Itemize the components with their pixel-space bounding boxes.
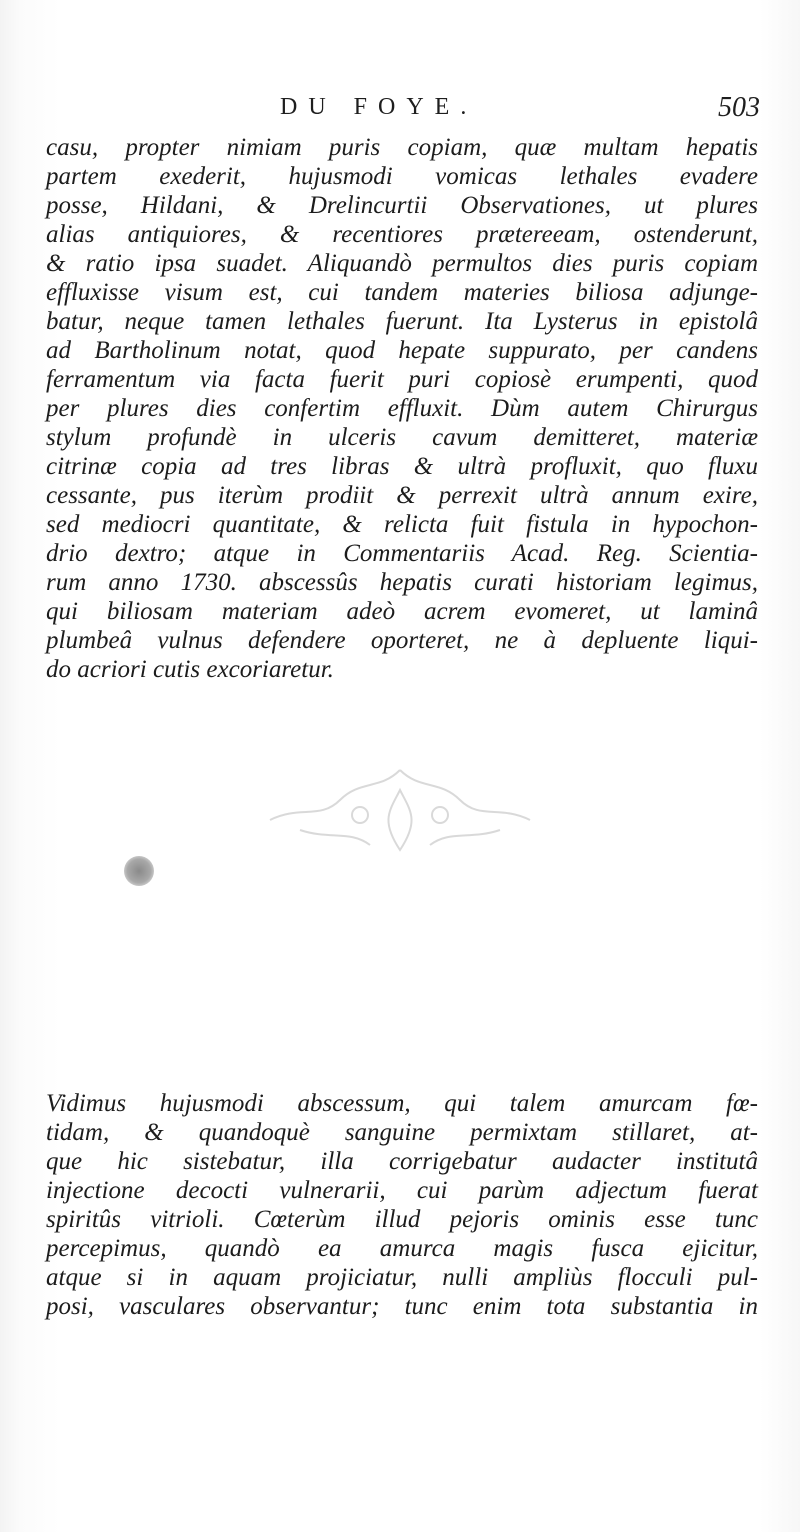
text-line: percepimus, quandò ea amurca magis fusca ejicitur, <box>46 1235 758 1262</box>
page-header <box>0 92 800 128</box>
text-line: plumbeâ vulnus defendere oporteret, ne à depluente liqui- <box>46 627 758 654</box>
text-line: effluxisse visum est, cui tandem materies biliosa adjunge- <box>46 279 758 306</box>
ornament-icon <box>240 760 560 860</box>
paragraph-one <box>46 133 758 684</box>
text-line: Vidimus hujusmodi abscessum, qui talem amurcam fœ- <box>46 1090 758 1117</box>
text-line: batur, neque tamen lethales fuerunt. Ita Lysterus in epistolâ <box>46 308 758 335</box>
running-title: DU FOYE. <box>280 94 478 120</box>
text-line: injectione decocti vulnerarii, cui parùm adjectum fuerat <box>46 1177 758 1204</box>
text-line: citrinæ copia ad tres libras & ultrà profluxit, quo fluxu <box>46 453 758 480</box>
text-line: do acriori cutis excoriaretur. <box>46 656 334 683</box>
text-line: drio dextro; atque in Commentariis Acad. Reg. Scientia- <box>46 540 758 567</box>
text-line: spiritûs vitrioli. Cœterùm illud pejoris ominis esse tunc <box>46 1206 758 1233</box>
text-line: casu, propter nimiam puris copiam, quæ multam hepatis <box>46 134 758 161</box>
text-line: cessante, pus iterùm prodiit & perrexit ultrà annum exire, <box>46 482 758 509</box>
text-line: qui biliosam materiam adeò acrem evomeret, ut laminâ <box>46 598 758 625</box>
text-line: per plures dies confertim effluxit. Dùm autem Chirurgus <box>46 395 758 422</box>
text-line: alias antiquiores, & recentiores prætereeam, ostenderunt, <box>46 221 758 248</box>
ink-spot <box>124 856 154 886</box>
text-line: ad Bartholinum notat, quod hepate suppurato, per candens <box>46 337 758 364</box>
text-line: posse, Hildani, & Drelincurtii Observationes, ut plures <box>46 192 758 219</box>
text-line: sed mediocri quantitate, & relicta fuit fistula in hypochon- <box>46 511 758 538</box>
text-line: ferramentum via facta fuerit puri copiosè erumpenti, quod <box>46 366 758 393</box>
text-line: atque si in aquam projiciatur, nulli ampliùs flocculi pul- <box>46 1264 758 1291</box>
text-line: tidam, & quandoquè sanguine permixtam stillaret, at- <box>46 1119 758 1146</box>
paragraph-two <box>46 1089 758 1321</box>
text-line: rum anno 1730. abscessûs hepatis curati historiam legimus, <box>46 569 758 596</box>
text-line: que hic sistebatur, illa corrigebatur audacter institutâ <box>46 1148 758 1175</box>
page-number: 503 <box>718 92 760 123</box>
text-line: partem exederit, hujusmodi vomicas lethales evadere <box>46 163 758 190</box>
text-line: posi, vasculares observantur; tunc enim tota substantia in <box>46 1293 758 1320</box>
text-line: stylum profundè in ulceris cavum demitteret, materiæ <box>46 424 758 451</box>
text-line: & ratio ipsa suadet. Aliquandò permultos dies puris copiam <box>46 250 758 277</box>
